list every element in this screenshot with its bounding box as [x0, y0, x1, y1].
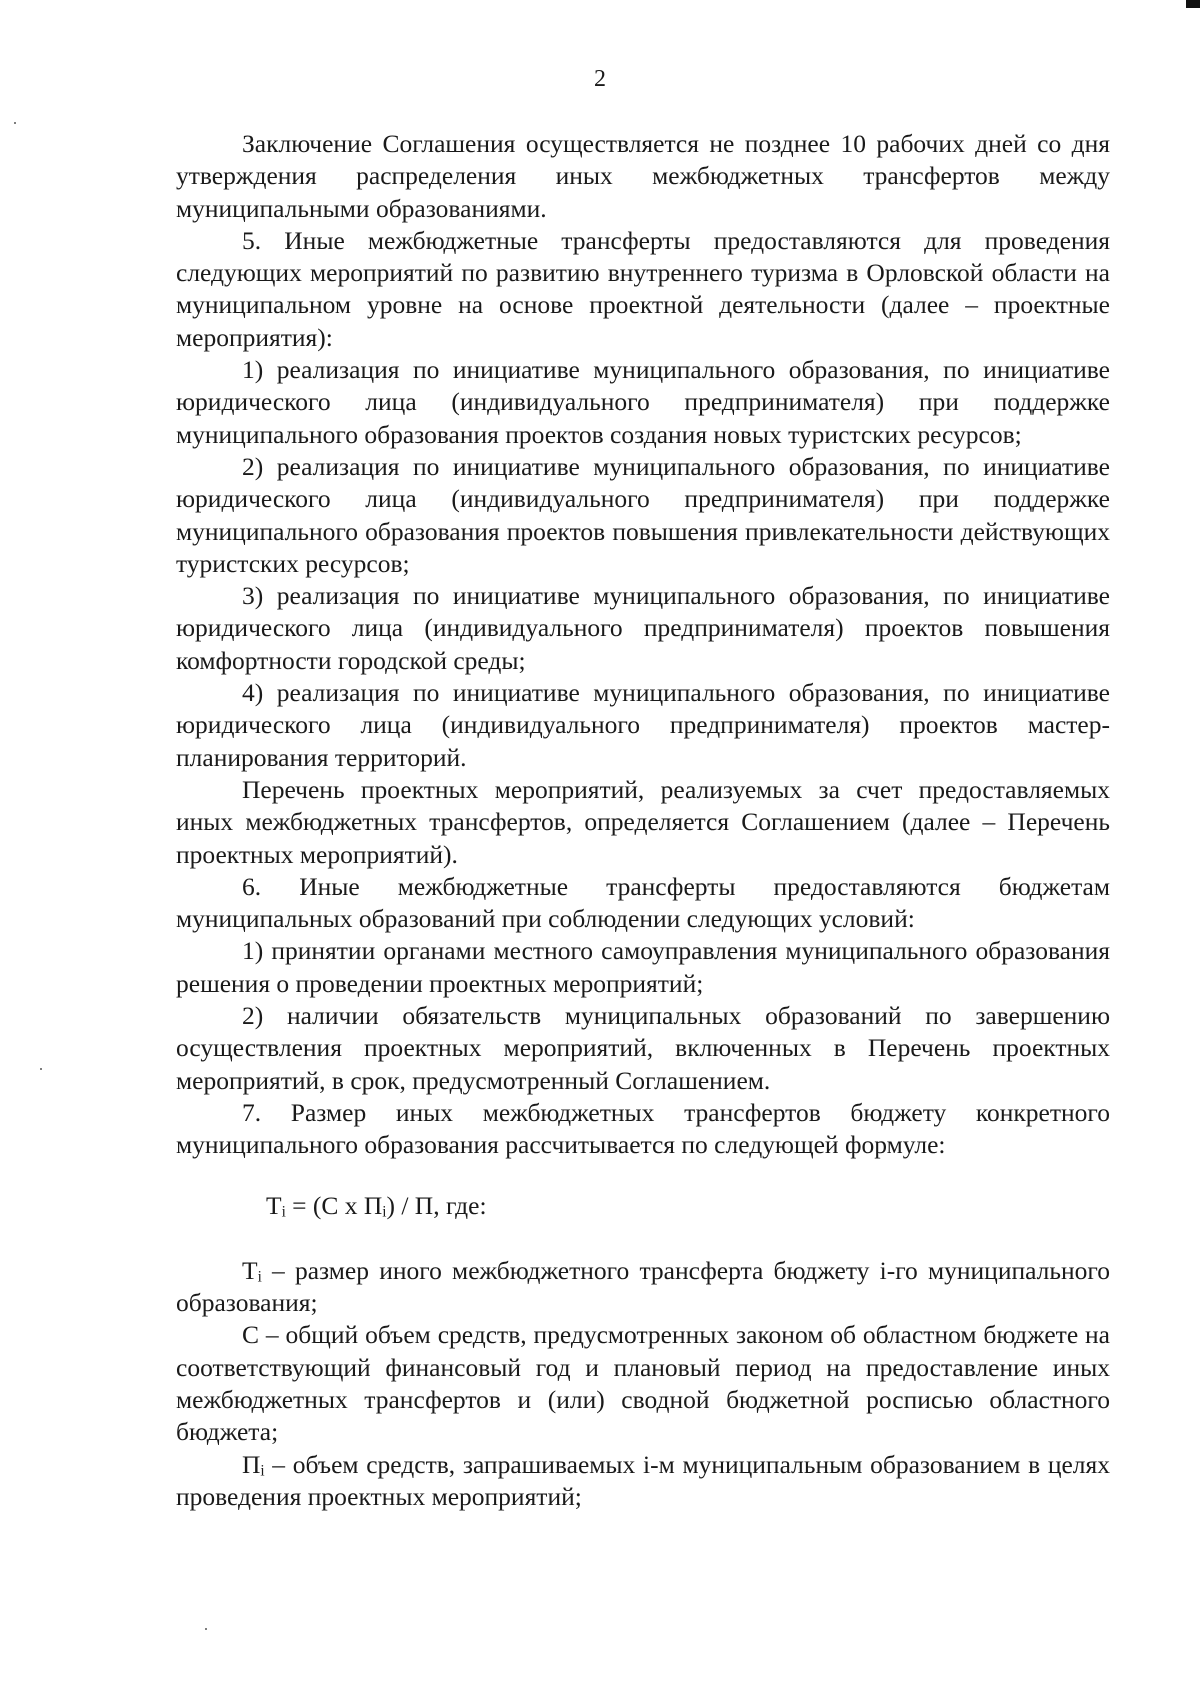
definition: Пᵢ – объем средств, запрашиваемых i-м муниципальным образованием в целях проведения проектных мероприятий; [176, 1449, 1110, 1511]
scan-edge-mark [1186, 0, 1200, 8]
scan-speck [14, 122, 16, 124]
definition: Тᵢ – размер иного межбюджетного трансферта бюджету i-го муниципального образования; [176, 1255, 1110, 1318]
list-item: 2) наличии обязательств муниципальных образований по завершению осуществления проектных мероприятий, включенных в Перечень проектных мероприятий, в срок, предусмотренный Соглашением. [176, 1001, 1110, 1095]
scan-speck [40, 1068, 42, 1070]
definition: С – общий объем средств, предусмотренных законом об областном бюджете на соответствующий финансовый год и плановый период на предоставление иных межбюджетных трансфертов и (или) сводной бюджетной росписью областного бюджета; [176, 1320, 1110, 1447]
paragraph: 5. Иные межбюджетные трансферты предоставляются для проведения следующих мероприятий по развитию внутреннего туризма в Орловской области на муниципальном уровне на основе проектной деятельности (далее – проектные мероприятия): [176, 225, 1110, 352]
list-item: 3) реализация по инициативе муниципального образования, по инициативе юридического лица (индивидуального предпринимателя) проектов повышения комфортности городской среды; [176, 581, 1110, 675]
list-item: 2) реализация по инициативе муниципального образования, по инициативе юридического лица (индивидуального предпринимателя) при поддержке муниципального образования проектов повышения привлекательности действующих туристских ресурсов; [176, 451, 1110, 578]
scan-speck [205, 1628, 207, 1630]
formula: Тᵢ = (С х Пᵢ) / П, где: [266, 1190, 487, 1220]
paragraph: Перечень проектных мероприятий, реализуемых за счет предоставляемых иных межбюджетных трансфертов, определяется Соглашением (далее – Перечень проектных мероприятий). [176, 774, 1110, 869]
list-item: 1) реализация по инициативе муниципального образования, по инициативе юридического лица (индивидуального предпринимателя) при поддержке муниципального образования проектов создания новых туристских ресурсов; [176, 355, 1110, 449]
document-body [176, 128, 1110, 1513]
list-item: 1) принятии органами местного самоуправления муниципального образования решения о проведении проектных мероприятий; [176, 936, 1110, 998]
list-item: 4) реализация по инициативе муниципального образования, по инициативе юридического лица (индивидуального предпринимателя) проектов мастер-планирования территорий. [176, 678, 1110, 772]
paragraph: 7. Размер иных межбюджетных трансфертов бюджету конкретного муниципального образования рассчитывается по следующей формуле: [176, 1097, 1110, 1160]
page-number: 2 [594, 66, 606, 92]
paragraph: Заключение Соглашения осуществляется не позднее 10 рабочих дней со дня утверждения распределения иных межбюджетных трансфертов между муниципальными образованиями. [176, 129, 1110, 223]
paragraph: 6. Иные межбюджетные трансферты предоставляются бюджетам муниципальных образований при соблюдении следующих условий: [176, 871, 1110, 934]
